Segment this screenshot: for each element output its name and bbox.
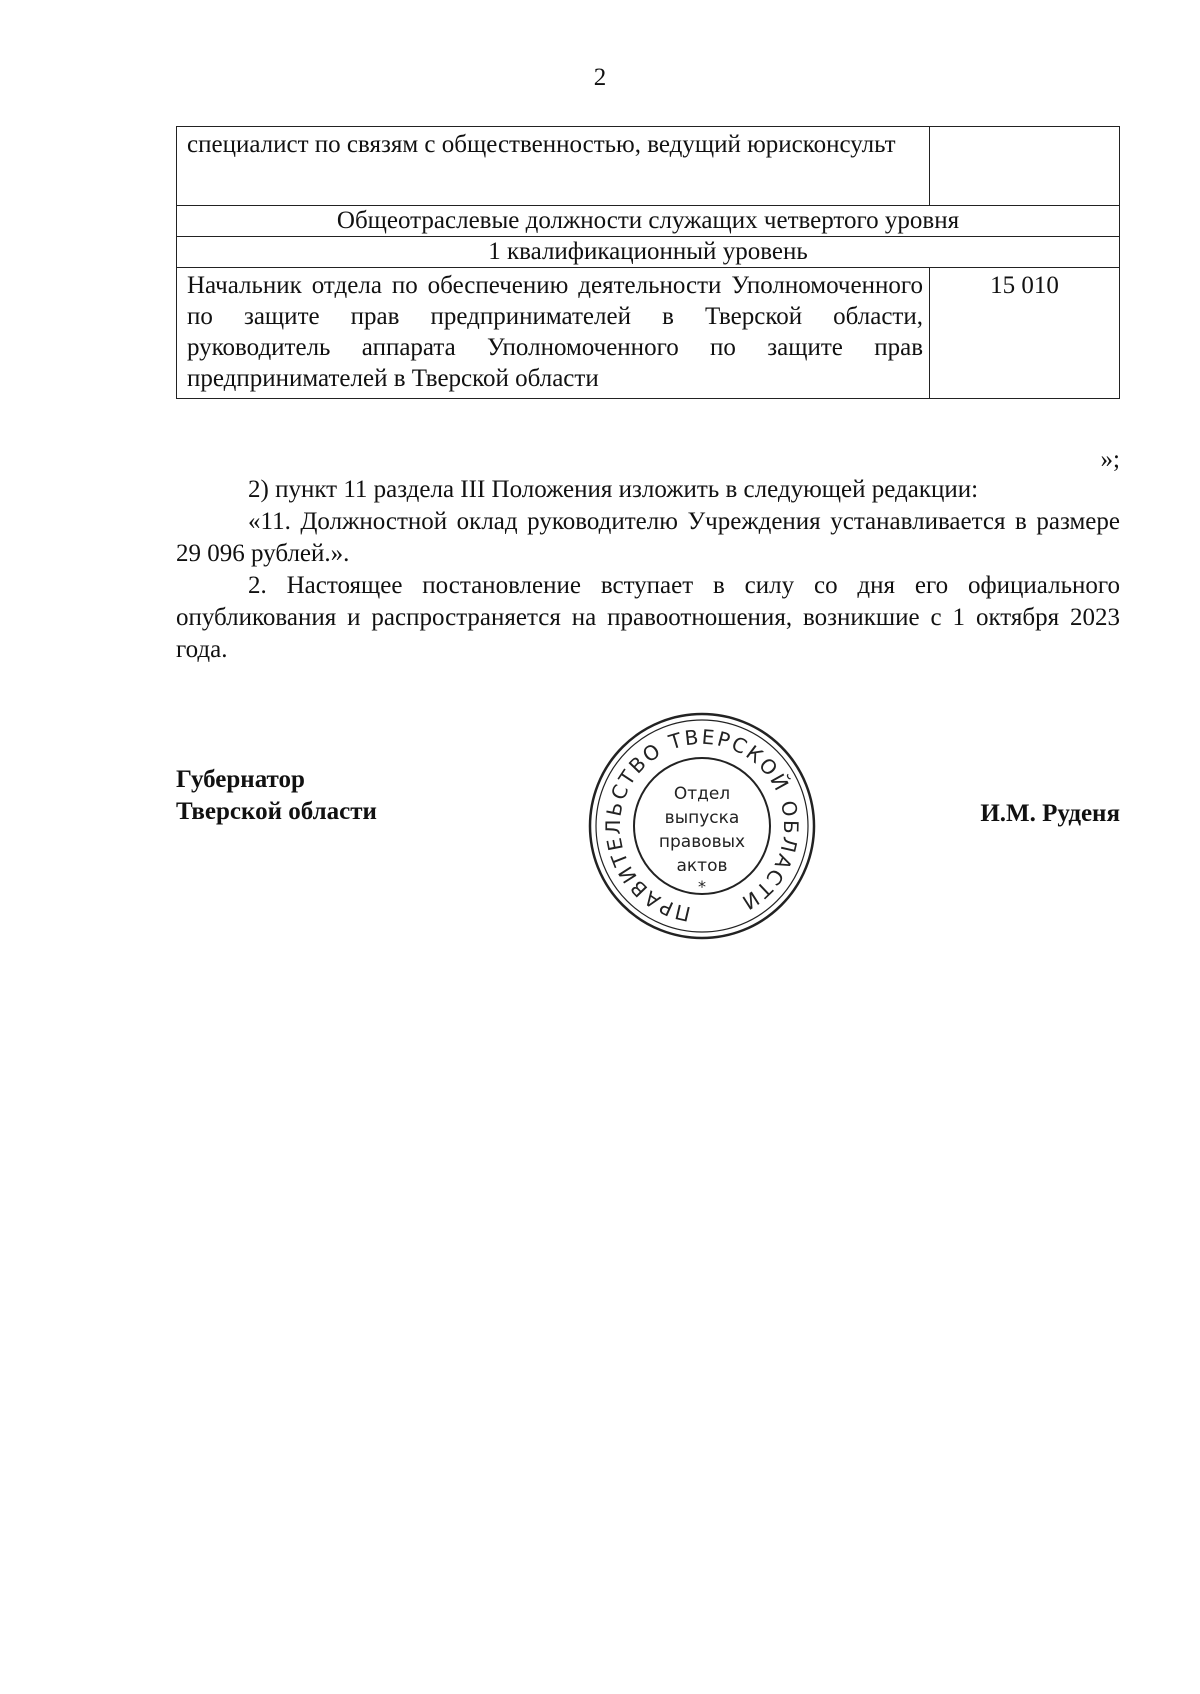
- group-header-cell: Общеотраслевые должности служащих четвертого уровня: [177, 206, 1120, 237]
- table-row: [177, 237, 1120, 268]
- signature-title: [176, 764, 377, 828]
- stamp-center-line: Отдел: [673, 784, 731, 804]
- position-name-cell: Начальник отдела по обеспечению деятельности Уполномоченного по защите прав предпринимателей в Тверской области, руководитель аппарата Уполномоченного по защите прав предпринимателей в Тверской области: [177, 268, 930, 399]
- signature-title-line: Губернатор: [176, 766, 305, 793]
- paragraph: «11. Должностной оклад руководителю Учреждения устанавливается в размере 29 096 рублей.».: [176, 508, 1120, 567]
- level-header-cell: 1 квалификационный уровень: [177, 237, 1120, 268]
- page-number: 2: [593, 64, 607, 91]
- stamp-center-line: актов: [676, 856, 728, 876]
- body-text: [176, 474, 1120, 666]
- paragraph: 2. Настоящее постановление вступает в силу со дня его официального опубликования и распространяется на правоотношения, возникшие с 1 октября 2023 года.: [176, 572, 1120, 663]
- paragraph: 2) пункт 11 раздела III Положения изложить в следующей редакции:: [248, 476, 979, 503]
- table-row: [177, 127, 1120, 206]
- stamp-center-line: выпуска: [664, 808, 740, 828]
- table-row: [177, 206, 1120, 237]
- salary-value-cell: [930, 127, 1120, 206]
- salary-value-cell: 15 010: [930, 268, 1120, 399]
- stamp-ring-text: ПРАВИТЕЛЬСТВО ТВЕРСКОЙ ОБЛАСТИ: [601, 724, 804, 927]
- signer-name: И.М. Руденя: [980, 800, 1120, 827]
- salary-table: [176, 126, 1120, 399]
- stamp-star: *: [698, 877, 706, 896]
- stamp-center-line: правовых: [658, 832, 746, 852]
- closing-quote: »;: [1100, 446, 1120, 473]
- position-name-cell: специалист по связям с общественностью, ведущий юрисконсульт: [177, 127, 930, 206]
- table-row: [177, 268, 1120, 399]
- signature-title-line: Тверской области: [176, 798, 377, 825]
- official-stamp: [586, 710, 818, 942]
